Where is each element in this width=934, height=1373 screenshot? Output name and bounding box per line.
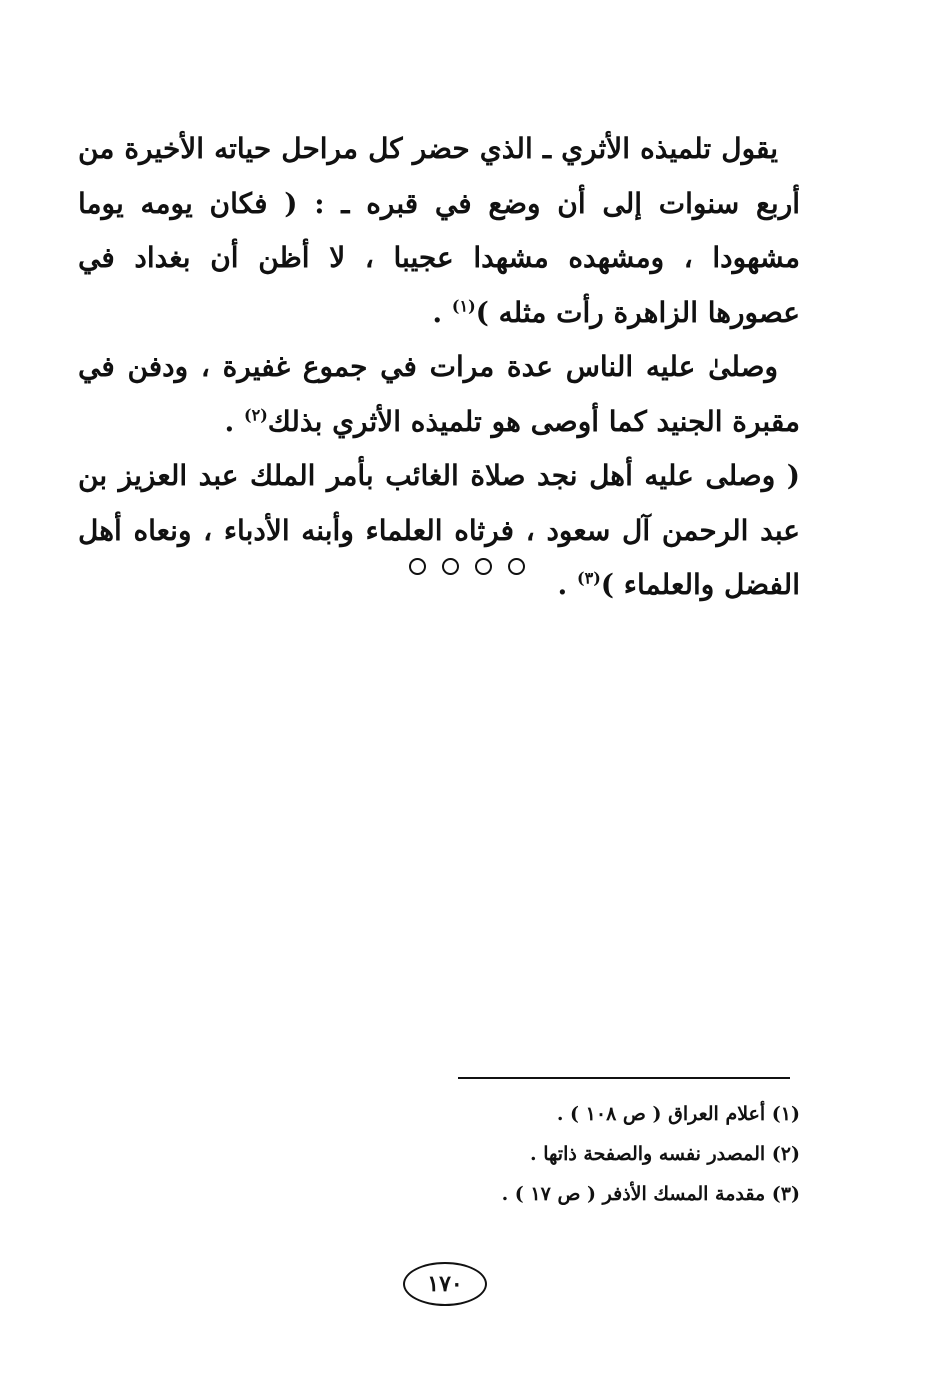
- paragraph-1: [78, 122, 800, 340]
- paragraph-3-ending: .: [557, 568, 578, 601]
- paragraph-1-ending: .: [432, 295, 452, 329]
- footnote-1: [300, 1094, 800, 1134]
- page-number: ١٧٠: [403, 1262, 487, 1306]
- paragraph-2: [78, 340, 800, 449]
- footnote-2: [300, 1134, 800, 1174]
- footnote-ref-3: (٣): [577, 568, 601, 588]
- main-text: [78, 122, 800, 613]
- paragraph-3: [78, 449, 800, 613]
- paragraph-2-ending: .: [224, 404, 245, 438]
- footnote-2-number: (٢): [771, 1143, 800, 1165]
- section-separator: [0, 558, 934, 579]
- paragraph-1-text: يقول تلميذه الأثري ـ الذي حضر كل مراحل حياته الأخيرة من أربع سنوات إلى أن وضع في قبره ـ : ( فكان يومه يوما مشهودا ، ومشهده مشهدا عجيبا ، لا أظن أن بغداد في عصورها الزاهرة رأت مثله ): [78, 132, 800, 329]
- separator-circle-icon: [409, 558, 426, 575]
- footnote-ref-2: (٢): [244, 405, 268, 425]
- footnote-1-text: أعلام العراق ( ص ١٠٨ ) .: [556, 1103, 766, 1125]
- paragraph-2-text: وصلىٰ عليه الناس عدة مرات في جموع غفيرة ، ودفن في مقبرة الجنيد كما أوصى هو تلميذه الأثري بذلك: [78, 350, 800, 438]
- separator-circle-icon: [475, 558, 492, 575]
- footnote-3: [300, 1174, 800, 1214]
- footnote-2-text: المصدر نفسه والصفحة ذاتها .: [530, 1143, 766, 1165]
- footnotes: [300, 1094, 800, 1214]
- paragraph-3-text: ( وصلى عليه أهل نجد صلاة الغائب بأمر الملك عبد العزيز بن عبد الرحمن آل سعود ، فرثاه العلماء وأبنه الأدباء ، ونعاه أهل الفضل والعلماء ): [78, 459, 800, 601]
- separator-circle-icon: [508, 558, 525, 575]
- footnote-3-number: (٣): [771, 1183, 800, 1205]
- footnote-3-text: مقدمة المسك الأذفر ( ص ١٧ ) .: [501, 1183, 766, 1205]
- footnote-1-number: (١): [771, 1103, 800, 1125]
- separator-circle-icon: [442, 558, 459, 575]
- footnote-divider: [458, 1077, 790, 1079]
- footnote-ref-1: (١): [451, 296, 476, 316]
